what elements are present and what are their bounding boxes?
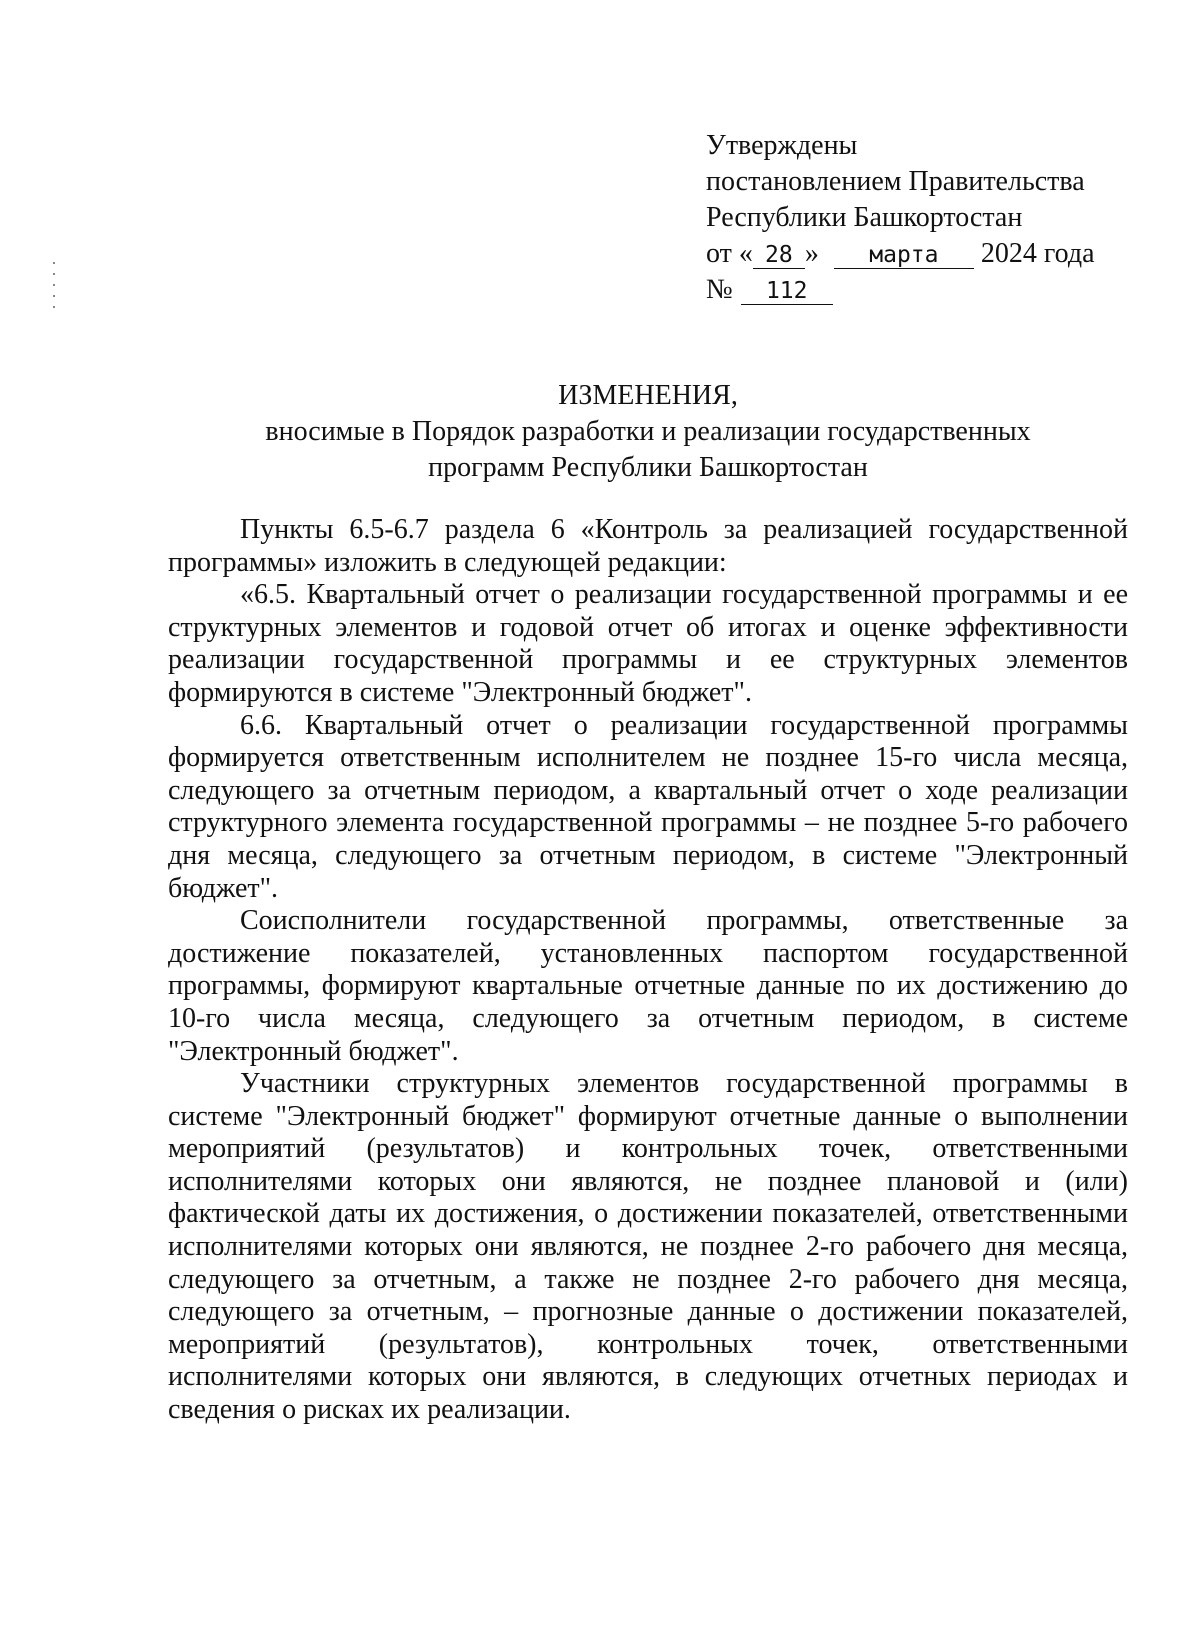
approval-line-resolution: постановлением Правительства — [706, 166, 1085, 197]
document-subtitle-line-2: программ Республики Башкортостан — [428, 452, 868, 483]
date-prefix: от « — [706, 238, 753, 269]
approval-number-line — [706, 272, 1176, 308]
approval-stamp-block — [706, 128, 1176, 308]
paragraph-co-executors: Соисполнители государственной программы, ответственные за достижение показателей, установленных паспортом государственной программы, формируют квартальные отчетные данные по их достижению до 10-го числа месяца, следующего за отчетным периодом, в системе "Электронный бюджет". — [168, 905, 1128, 1067]
approval-date-line — [706, 236, 1176, 272]
paragraph-intro: Пункты 6.5-6.7 раздела 6 «Контроль за реализацией государственной программы» изложить в следующей редакции: — [168, 514, 1128, 578]
document-title-block — [168, 378, 1128, 486]
date-year: 2024 года — [980, 238, 1095, 269]
date-mid: » — [804, 238, 819, 269]
document-subtitle-line-1: вносимые в Порядок разработки и реализации государственных — [265, 416, 1031, 447]
date-month-handwritten: марта — [834, 242, 974, 269]
date-day-handwritten: 28 — [753, 242, 805, 269]
document-heading: ИЗМЕНЕНИЯ, — [558, 380, 738, 411]
paragraph-6-6: 6.6. Квартальный отчет о реализации государственной программы формируется ответственным исполнителем не позднее 15-го числа месяца, следующего за отчетным периодом, а квартальный отчет о ходе реализации структурного элемента государственной программы – не позднее 5-го рабочего дня месяца, следующего за отчетным периодом, в системе "Электронный бюджет". — [168, 709, 1128, 904]
binding-hole-marks — [52, 262, 58, 318]
approval-line-republic: Республики Башкортостан — [706, 202, 1023, 233]
paragraph-participants: Участники структурных элементов государственной программы в системе "Электронный бюджет" формируют отчетные данные о выполнении мероприятий (результатов) и контрольных точек, ответственными исполнителями которых они являются, не позднее плановой и (или) фактической даты их достижения, о достижении показателей, ответственными исполнителями которых они являются, не позднее 2-го рабочего дня месяца, следующего за отчетным, а также не позднее 2-го рабочего дня месяца, следующего за отчетным, – прогнозные данные о достижении показателей, мероприятий (результатов), контрольных точек, ответственными исполнителями которых они являются, в следующих отчетных периодах и сведения о рисках их реализации. — [168, 1068, 1128, 1426]
number-prefix: № — [706, 274, 733, 305]
number-handwritten: 112 — [741, 278, 833, 305]
paragraph-6-5: «6.5. Квартальный отчет о реализации государственной программы и ее структурных элементов и годовой отчет об итогах и оценке эффективности реализации государственной программы и ее структурных элементов формируются в системе "Электронный бюджет". — [168, 579, 1128, 708]
approval-line-approved: Утверждены — [706, 130, 858, 161]
document-body — [168, 514, 1128, 1427]
